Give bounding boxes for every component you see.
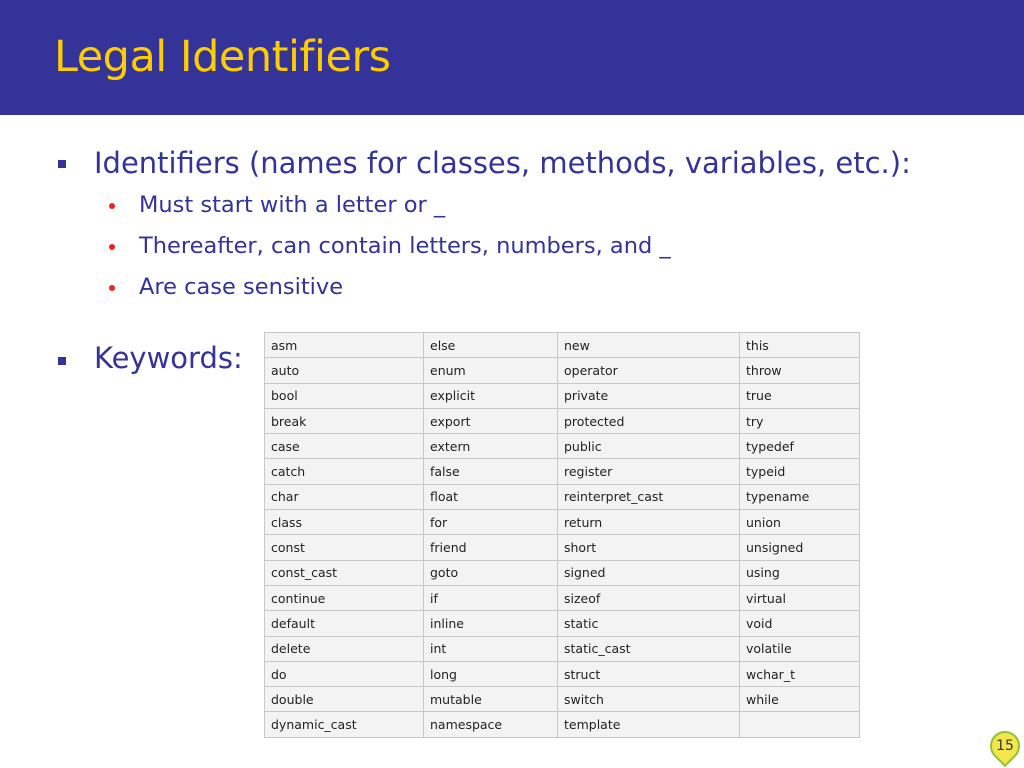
keyword-cell: register: [558, 459, 740, 484]
bullet-keywords: Keywords:: [94, 341, 243, 375]
keyword-cell: short: [558, 535, 740, 560]
keyword-cell: class: [265, 510, 424, 535]
keyword-cell: wchar_t: [740, 661, 860, 686]
keyword-cell: static: [558, 611, 740, 636]
keyword-cell: case: [265, 434, 424, 459]
keyword-cell: for: [424, 510, 558, 535]
table-row: [265, 687, 860, 712]
keyword-cell: true: [740, 383, 860, 408]
keyword-cell: break: [265, 408, 424, 433]
keyword-cell: return: [558, 510, 740, 535]
table-row: [265, 510, 860, 535]
keyword-cell: default: [265, 611, 424, 636]
keyword-cell: template: [558, 712, 740, 737]
keyword-cell: typedef: [740, 434, 860, 459]
table-row: [265, 712, 860, 737]
bullet-square-icon: [58, 357, 66, 365]
keyword-cell: catch: [265, 459, 424, 484]
keyword-cell: extern: [424, 434, 558, 459]
keyword-cell: void: [740, 611, 860, 636]
keyword-cell: typename: [740, 484, 860, 509]
keyword-cell: int: [424, 636, 558, 661]
keyword-cell: static_cast: [558, 636, 740, 661]
table-row: [265, 611, 860, 636]
keyword-cell: char: [265, 484, 424, 509]
keyword-cell: inline: [424, 611, 558, 636]
keyword-cell: typeid: [740, 459, 860, 484]
table-row: [265, 333, 860, 358]
keyword-cell: delete: [265, 636, 424, 661]
keyword-cell: enum: [424, 358, 558, 383]
keyword-cell: using: [740, 560, 860, 585]
keyword-cell: if: [424, 585, 558, 610]
sub-bullet-contents-rule: Thereafter, can contain letters, numbers, and _: [139, 233, 671, 259]
keyword-cell: throw: [740, 358, 860, 383]
keyword-cell: dynamic_cast: [265, 712, 424, 737]
keyword-cell: const_cast: [265, 560, 424, 585]
keyword-cell: mutable: [424, 687, 558, 712]
slide-title: Legal Identifiers: [54, 32, 391, 82]
sub-bullet-dot-icon: [109, 244, 115, 250]
table-row: [265, 560, 860, 585]
keyword-cell: float: [424, 484, 558, 509]
bullet-square-icon: [58, 160, 66, 168]
table-row: [265, 358, 860, 383]
keyword-cell: volatile: [740, 636, 860, 661]
keyword-cell: do: [265, 661, 424, 686]
keyword-cell: this: [740, 333, 860, 358]
keyword-cell: private: [558, 383, 740, 408]
keywords-table: [264, 332, 860, 738]
keyword-cell: new: [558, 333, 740, 358]
keyword-cell: namespace: [424, 712, 558, 737]
keyword-cell: while: [740, 687, 860, 712]
sub-bullet-start-rule: Must start with a letter or _: [139, 192, 446, 218]
keyword-cell: virtual: [740, 585, 860, 610]
sub-bullet-case-rule: Are case sensitive: [139, 274, 344, 300]
keyword-cell: goto: [424, 560, 558, 585]
keyword-cell: friend: [424, 535, 558, 560]
table-row: [265, 535, 860, 560]
keyword-cell: auto: [265, 358, 424, 383]
keyword-cell: const: [265, 535, 424, 560]
keyword-cell: reinterpret_cast: [558, 484, 740, 509]
table-row: [265, 408, 860, 433]
keyword-cell: switch: [558, 687, 740, 712]
keyword-cell: unsigned: [740, 535, 860, 560]
keyword-cell: operator: [558, 358, 740, 383]
keyword-cell: continue: [265, 585, 424, 610]
keyword-cell: try: [740, 408, 860, 433]
bullet-identifiers: Identifiers (names for classes, methods, variables, etc.):: [94, 146, 911, 180]
keyword-cell: [740, 712, 860, 737]
keyword-cell: signed: [558, 560, 740, 585]
table-row: [265, 383, 860, 408]
keyword-cell: union: [740, 510, 860, 535]
page-number: 15: [996, 738, 1014, 754]
table-row: [265, 459, 860, 484]
keyword-cell: else: [424, 333, 558, 358]
sub-bullet-dot-icon: [109, 285, 115, 291]
table-row: [265, 585, 860, 610]
keyword-cell: double: [265, 687, 424, 712]
keyword-cell: bool: [265, 383, 424, 408]
keyword-cell: long: [424, 661, 558, 686]
keyword-cell: struct: [558, 661, 740, 686]
keyword-cell: sizeof: [558, 585, 740, 610]
sub-bullet-dot-icon: [109, 203, 115, 209]
table-row: [265, 484, 860, 509]
table-row: [265, 661, 860, 686]
keyword-cell: explicit: [424, 383, 558, 408]
table-row: [265, 434, 860, 459]
keyword-cell: public: [558, 434, 740, 459]
keyword-cell: asm: [265, 333, 424, 358]
keyword-cell: export: [424, 408, 558, 433]
keyword-cell: protected: [558, 408, 740, 433]
keyword-cell: false: [424, 459, 558, 484]
table-row: [265, 636, 860, 661]
